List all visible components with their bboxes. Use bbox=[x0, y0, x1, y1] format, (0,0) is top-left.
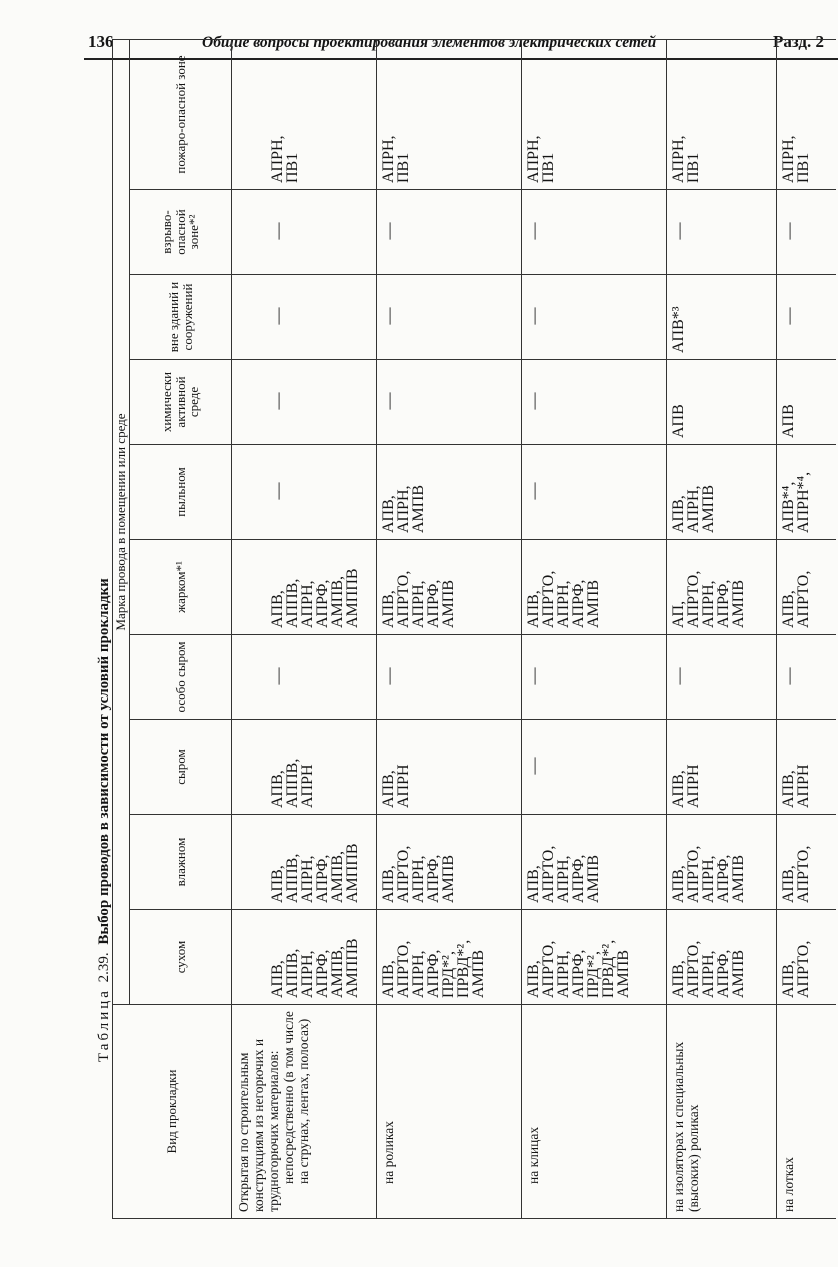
table-cell: АПВ, АППВ, АПРН, АПРФ, АМПВ, АМППВ bbox=[232, 539, 377, 634]
table-cell: — bbox=[377, 359, 522, 444]
running-title: Общие вопросы проектирования элементов электрических сетей bbox=[202, 34, 657, 51]
table-cell: АПВ, АПРН bbox=[777, 719, 836, 814]
table-cell: АПВ bbox=[777, 359, 836, 444]
header-col-chemical: химически активной среде bbox=[130, 359, 232, 444]
table-cell: — bbox=[377, 634, 522, 719]
table-cell: АПВ, АПРН, АМПВ bbox=[377, 444, 522, 539]
table-cell: АПРН, ПВ1 bbox=[377, 39, 522, 189]
table-cell: АПВ, АПРТО, АПРН, АПРФ, ПРД*², ПРВД*², АМПВ bbox=[522, 909, 667, 1004]
table-cell: АПВ, АПРТО, bbox=[777, 909, 836, 1004]
table-cell: — bbox=[522, 359, 667, 444]
table-cell: АПВ, АПРТО, АПРН, АПРФ, ПРД*², ПРВД*², АМПВ bbox=[377, 909, 522, 1004]
table-cell: — bbox=[777, 274, 836, 359]
table-cell: — bbox=[377, 189, 522, 274]
header-col-humid: влажном bbox=[130, 814, 232, 909]
table-cell: АПВ, АПРТО, АПРН, АПРФ, АМПВ bbox=[377, 539, 522, 634]
table-cell: — bbox=[522, 189, 667, 274]
table-cell: АПВ, АПРТО, АПРН, АПРФ, АМПВ bbox=[522, 539, 667, 634]
page-number: 136 bbox=[88, 32, 114, 51]
table-cell: — bbox=[777, 634, 836, 719]
header-group-label: Марка провода в помещении или среде bbox=[113, 413, 129, 631]
table-cell: — bbox=[232, 189, 377, 274]
table-cell: АПРН, ПВ1 bbox=[777, 39, 836, 189]
table-cell: АПРН, ПВ1 bbox=[667, 39, 777, 189]
row-cleats-kind: на клицах bbox=[522, 1004, 667, 1219]
table-cell: АПВ, АППВ, АПРН bbox=[232, 719, 377, 814]
table-caption bbox=[96, 322, 113, 1062]
table-cell: АПВ, АПРН bbox=[667, 719, 777, 814]
table-cell: — bbox=[522, 719, 667, 814]
table-cell: АПВ*⁴, АПРН*⁴, bbox=[777, 444, 836, 539]
table-cell: АПВ, АППВ, АПРН, АПРФ, АМПВ, АМППВ bbox=[232, 814, 377, 909]
header-col-very-damp: особо сыром bbox=[130, 634, 232, 719]
caption-number: 2.39. bbox=[96, 952, 112, 983]
header-col-hot: жарком*¹ bbox=[130, 539, 232, 634]
header-col-fire-hazard: пожаро-опасной зоне bbox=[130, 39, 232, 189]
table-cell: — bbox=[522, 444, 667, 539]
table-cell: АПРН, ПВ1 bbox=[232, 39, 377, 189]
table-cell: — bbox=[377, 274, 522, 359]
caption-title: Выбор проводов в зависимости от условий прокладки bbox=[96, 578, 112, 945]
table-cell: АПРН, ПВ1 bbox=[522, 39, 667, 189]
wire-selection-table bbox=[112, 39, 836, 1219]
row-rollers-kind: на роликах bbox=[377, 1004, 522, 1219]
table-cell: АПВ bbox=[667, 359, 777, 444]
table-cell: — bbox=[667, 189, 777, 274]
section-label: Разд. 2 bbox=[772, 32, 824, 51]
caption-label: Таблица bbox=[96, 988, 112, 1062]
table-cell: — bbox=[522, 634, 667, 719]
header-col-damp: сыром bbox=[130, 719, 232, 814]
header-group-cell bbox=[112, 39, 130, 1004]
header-kind-cell bbox=[112, 1004, 232, 1219]
row-insulators-kind: на изоляторах и специальных (высоких) роликах bbox=[667, 1004, 777, 1219]
table-cell: АПВ, АППВ, АПРН, АПРФ, АМПВ, АМППВ bbox=[232, 909, 377, 1004]
table-cell: АПВ, АПРТО, АПРН, АПРФ, АМПВ bbox=[667, 909, 777, 1004]
table-cell: — bbox=[777, 189, 836, 274]
table-cell: АПВ, АПРТО, bbox=[777, 539, 836, 634]
header-kind-label: Вид прокладки bbox=[164, 1069, 180, 1154]
table-cell: АПВ, АПРТО, АПРН, АПРФ, АМПВ bbox=[667, 814, 777, 909]
header-col-explosive: взрыво-опасной зоне*² bbox=[130, 189, 232, 274]
table-cell: АПВ, АПРТО, АПРН, АПРФ, АМПВ bbox=[522, 814, 667, 909]
table-cell: АП, АПРТО, АПРН, АПРФ, АМПВ bbox=[667, 539, 777, 634]
table-cell: — bbox=[522, 274, 667, 359]
table-cell: АПВ, АПРН bbox=[377, 719, 522, 814]
table-cell: — bbox=[667, 634, 777, 719]
row-trays-kind: на лотках bbox=[777, 1004, 836, 1219]
table-cell: АПВ, АПРН, АМПВ bbox=[667, 444, 777, 539]
header-col-dry: сухом bbox=[130, 909, 232, 1004]
table-cell: АПВ*³ bbox=[667, 274, 777, 359]
table-cell: — bbox=[232, 634, 377, 719]
table-cell: — bbox=[232, 274, 377, 359]
header-col-dusty: пыльном bbox=[130, 444, 232, 539]
table-cell: АПВ, АПРТО, bbox=[777, 814, 836, 909]
table-cell: АПВ, АПРТО, АПРН, АПРФ, АМПВ bbox=[377, 814, 522, 909]
row-open-kind: Открытая по строительным конструкциям из негорючих и трудногорючих материалов: непосредственно (в том числе на струнах, лентах, полосах) bbox=[232, 1004, 377, 1219]
header-col-outdoor: вне зданий и сооружений bbox=[130, 274, 232, 359]
table-cell: — bbox=[232, 359, 377, 444]
table-cell: — bbox=[232, 444, 377, 539]
